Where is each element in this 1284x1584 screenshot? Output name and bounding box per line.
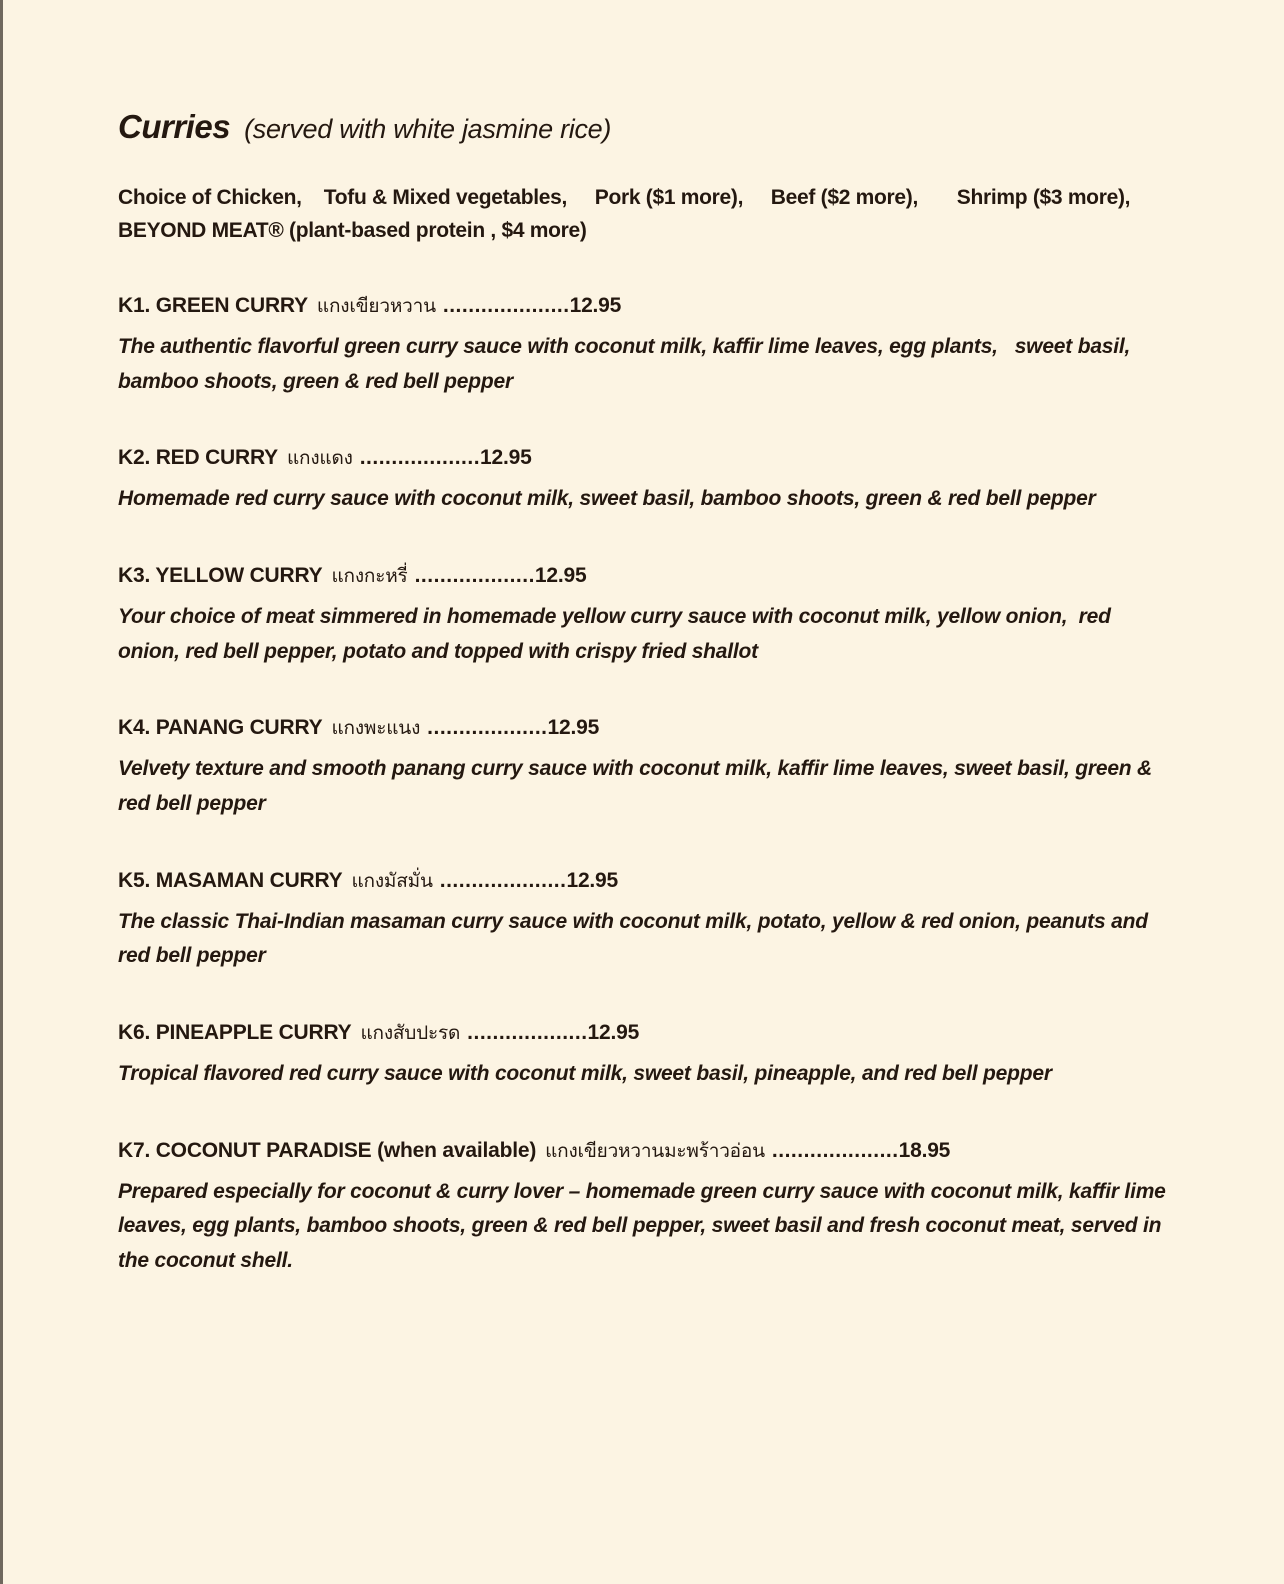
- menu-item-header: [118, 866, 1172, 896]
- menu-item-description: Your choice of meat simmered in homemade yellow curry sauce with coconut milk, yellow onion, red onion, red bell pepper, potato and topped with crispy fried shallot: [118, 605, 1117, 663]
- menu-item-price: 12.95: [587, 1020, 640, 1044]
- menu-item-header: [118, 561, 1172, 591]
- dot-leader: ....................: [442, 294, 570, 318]
- menu-item-price: 12.95: [569, 294, 622, 318]
- menu-item-price: 18.95: [898, 1138, 951, 1162]
- dot-leader: ...................: [427, 716, 548, 740]
- dot-leader: ....................: [771, 1138, 899, 1162]
- menu-item-title: K3. YELLOW CURRY: [118, 564, 323, 588]
- menu-item-title: K1. GREEN CURRY: [118, 294, 308, 318]
- menu-item-k3: [118, 561, 1172, 669]
- dot-leader: ...................: [467, 1020, 588, 1044]
- menu-item-price: 12.95: [566, 868, 619, 892]
- menu-item-thai-name: แกงมัสมั่น: [351, 870, 433, 892]
- menu-item-thai-name: แกงเขียวหวาน: [316, 296, 436, 318]
- menu-item-description: Homemade red curry sauce with coconut milk, sweet basil, bamboo shoots, green & red bell pepper: [118, 487, 1096, 511]
- menu-item-header: [118, 291, 1172, 321]
- menu-item-description: Tropical flavored red curry sauce with coconut milk, sweet basil, pineapple, and red bell pepper: [118, 1061, 1052, 1085]
- page-title: [118, 108, 1172, 146]
- section-subtitle: (served with white jasmine rice): [244, 114, 612, 144]
- menu-item-thai-name: แกงพะแนง: [331, 718, 421, 740]
- dot-leader: ...................: [414, 564, 535, 588]
- menu-item-title: K7. COCONUT PARADISE (when available): [118, 1138, 537, 1162]
- menu-item-description: Velvety texture and smooth panang curry sauce with coconut milk, kaffir lime leaves, sweet basil, green & red bell pepper: [118, 757, 1158, 815]
- menu-item-header: [118, 1136, 1172, 1166]
- menu-item-k7: [118, 1136, 1172, 1279]
- menu-item-title: K6. PINEAPPLE CURRY: [118, 1020, 352, 1044]
- section-title: Curries: [118, 108, 231, 145]
- menu-item-description: Prepared especially for coconut & curry lover – homemade green curry sauce with coconut milk, kaffir lime leaves, egg plants, bamboo shoots, green & red bell pepper, sweet basil and fresh coconut meat, served in the coconut shell.: [118, 1179, 1172, 1272]
- menu-item-header: [118, 1018, 1172, 1048]
- menu-item-thai-name: แกงเขียวหวานมะพร้าวอ่อน: [545, 1140, 765, 1162]
- dot-leader: ...................: [359, 446, 481, 470]
- menu-item-thai-name: แกงสับปะรด: [360, 1022, 461, 1044]
- menu-item-title: K5. MASAMAN CURRY: [118, 868, 343, 892]
- dot-leader: ....................: [439, 868, 567, 892]
- menu-item-k6: [118, 1018, 1172, 1092]
- menu-item-title: K4. PANANG CURRY: [118, 716, 323, 740]
- menu-item-header: [118, 443, 1172, 473]
- menu-item-k1: [118, 291, 1172, 399]
- menu-item-description: The authentic flavorful green curry sauce with coconut milk, kaffir lime leaves, egg plants, sweet basil, bamboo shoots, green & red bell pepper: [118, 335, 1136, 393]
- menu-item-price: 12.95: [534, 564, 587, 588]
- menu-item-thai-name: แกงกะหรี่: [331, 566, 408, 588]
- menu-item-k4: [118, 713, 1172, 821]
- menu-item-k5: [118, 866, 1172, 974]
- menu-item-price: 12.95: [547, 716, 600, 740]
- menu-item-title: K2. RED CURRY: [118, 446, 278, 470]
- menu-item-description: The classic Thai-Indian masaman curry sauce with coconut milk, potato, yellow & red onion, peanuts and red bell pepper: [118, 909, 1154, 968]
- menu-item-k2: [118, 443, 1172, 517]
- menu-item-thai-name: แกงแดง: [286, 448, 353, 470]
- protein-choices-text: Choice of Chicken, Tofu & Mixed vegetables, Pork ($1 more), Beef ($2 more), Shrimp ($3 more), BEYOND MEAT® (plant-based protein , $4 more): [118, 186, 1147, 242]
- menu-item-header: [118, 713, 1172, 743]
- menu-item-price: 12.95: [480, 446, 532, 470]
